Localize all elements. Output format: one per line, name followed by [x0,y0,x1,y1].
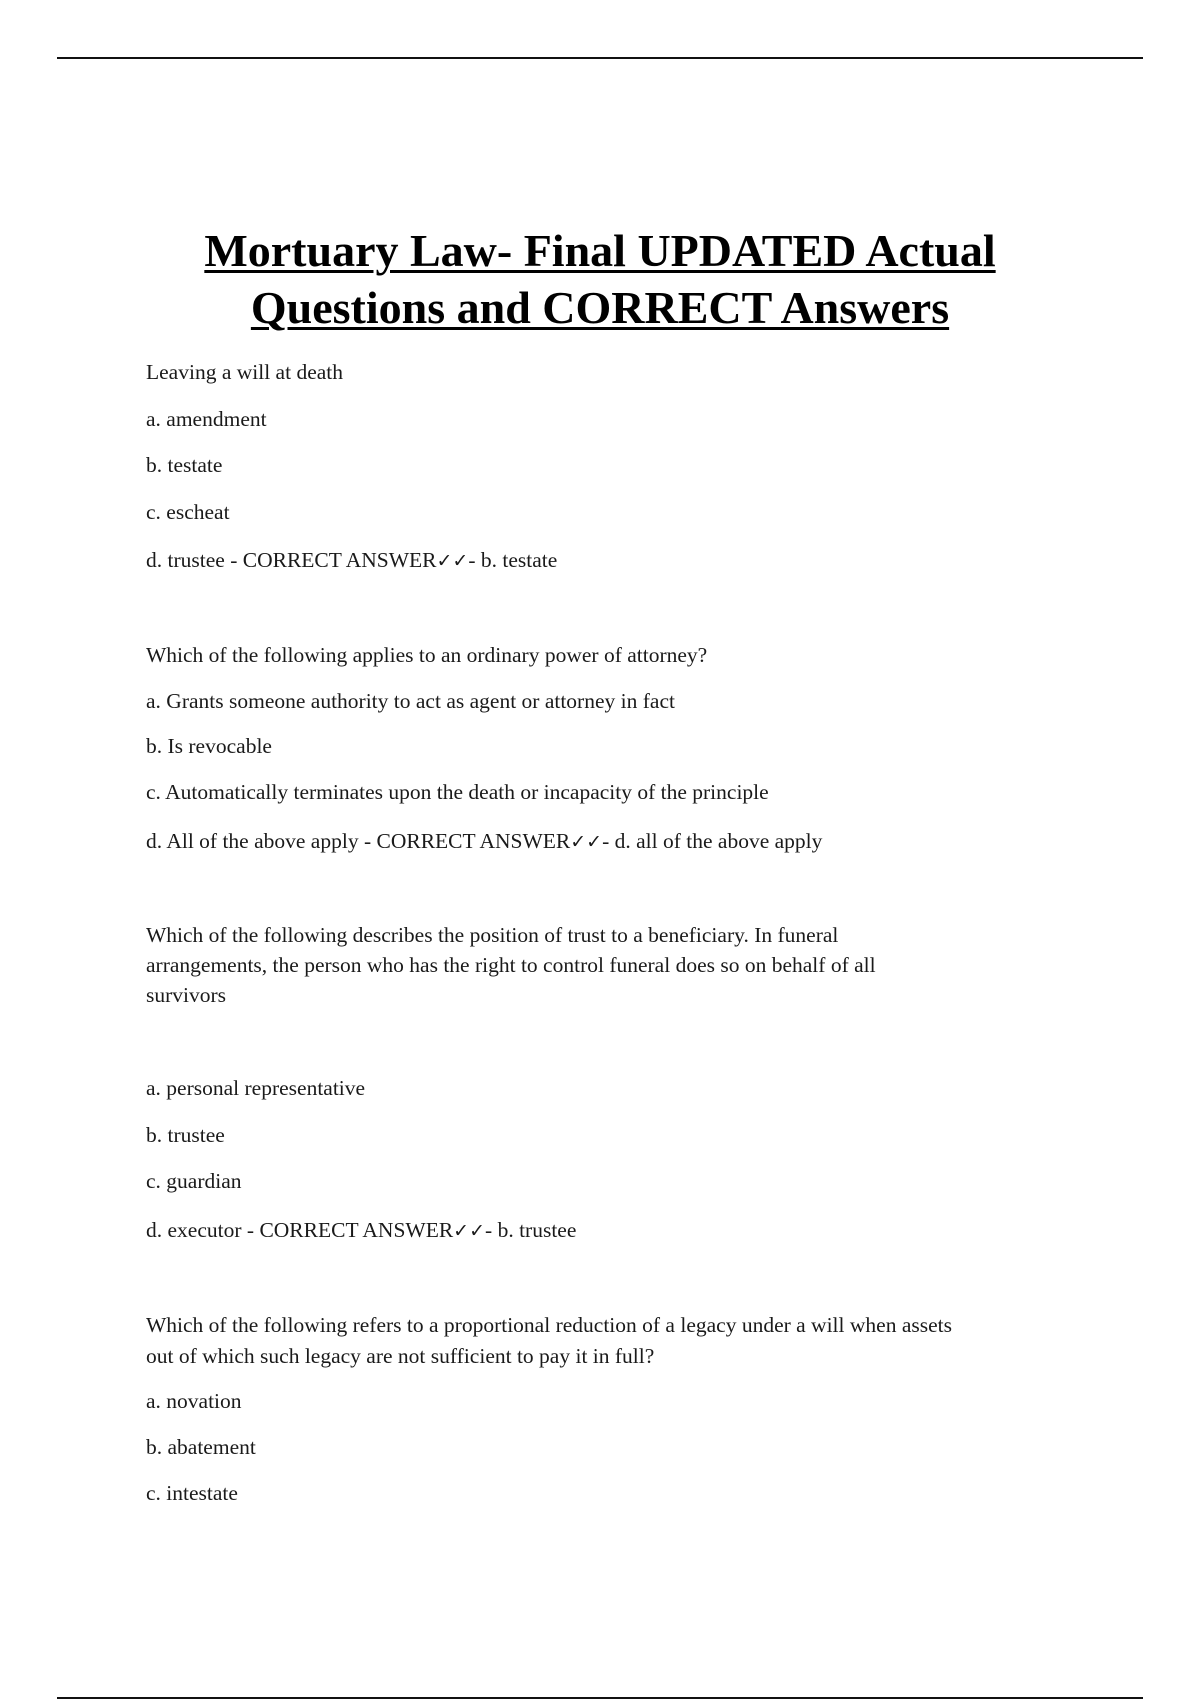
check-mark-icon: ✓✓ [436,550,469,572]
question-2-option-c: c. Automatically terminates upon the death or incapacity of the principle [146,780,769,804]
question-2-option-d: d. All of the above apply [146,829,359,853]
document-title [0,222,1200,336]
question-3-prompt-line-3: survivors [146,983,227,1007]
question-3-option-c: c. guardian [146,1169,242,1193]
question-3-answer-line: d. executor - CORRECT ANSWER✓✓- b. trustee [146,1218,577,1242]
question-1-option-c: c. escheat [146,500,230,524]
correct-answer-label: CORRECT ANSWER [242,548,437,572]
question-2-prompt: Which of the following applies to an ordinary power of attorney? [146,643,708,667]
question-3-answer: b. trustee [497,1218,577,1242]
question-4-prompt-line-1: Which of the following refers to a proportional reduction of a legacy under a will when assets [146,1313,952,1337]
question-3-option-a: a. personal representative [146,1076,366,1100]
correct-answer-label: CORRECT ANSWER [376,829,571,853]
question-1-prompt: Leaving a will at death [146,360,344,384]
bottom-rule [57,1697,1143,1699]
title-line-2: Questions and CORRECT Answers [250,282,950,333]
question-2-answer: d. all of the above apply [614,829,823,853]
correct-answer-label: CORRECT ANSWER [259,1218,454,1242]
question-4-option-c: c. intestate [146,1481,238,1505]
question-1-answer: b. testate [480,548,558,572]
question-1-answer-line: d. trustee - CORRECT ANSWER✓✓- b. testate [146,548,558,572]
question-1-option-d: d. trustee [146,548,225,572]
question-2-option-a: a. Grants someone authority to act as agent or attorney in fact [146,689,675,713]
title-line-1: Mortuary Law- Final UPDATED Actual [204,225,996,276]
question-1-option-a: a. amendment [146,407,267,431]
question-3-prompt-line-2: arrangements, the person who has the right to control funeral does so on behalf of all [146,953,876,977]
question-1-option-b: b. testate [146,453,223,477]
question-2-option-b: b. Is revocable [146,734,272,758]
question-4-option-a: a. novation [146,1389,242,1413]
question-2-answer-line: d. All of the above apply - CORRECT ANSWER✓✓- d. all of the above apply [146,829,823,853]
check-mark-icon: ✓✓ [570,831,603,853]
question-4-prompt-line-2: out of which such legacy are not sufficient to pay it in full? [146,1344,655,1368]
question-3-prompt-line-1: Which of the following describes the position of trust to a beneficiary. In funeral [146,923,839,947]
question-4-option-b: b. abatement [146,1435,256,1459]
question-3-option-b: b. trustee [146,1123,225,1147]
question-3-option-d: d. executor [146,1218,242,1242]
top-rule [57,57,1143,59]
check-mark-icon: ✓✓ [453,1220,486,1242]
